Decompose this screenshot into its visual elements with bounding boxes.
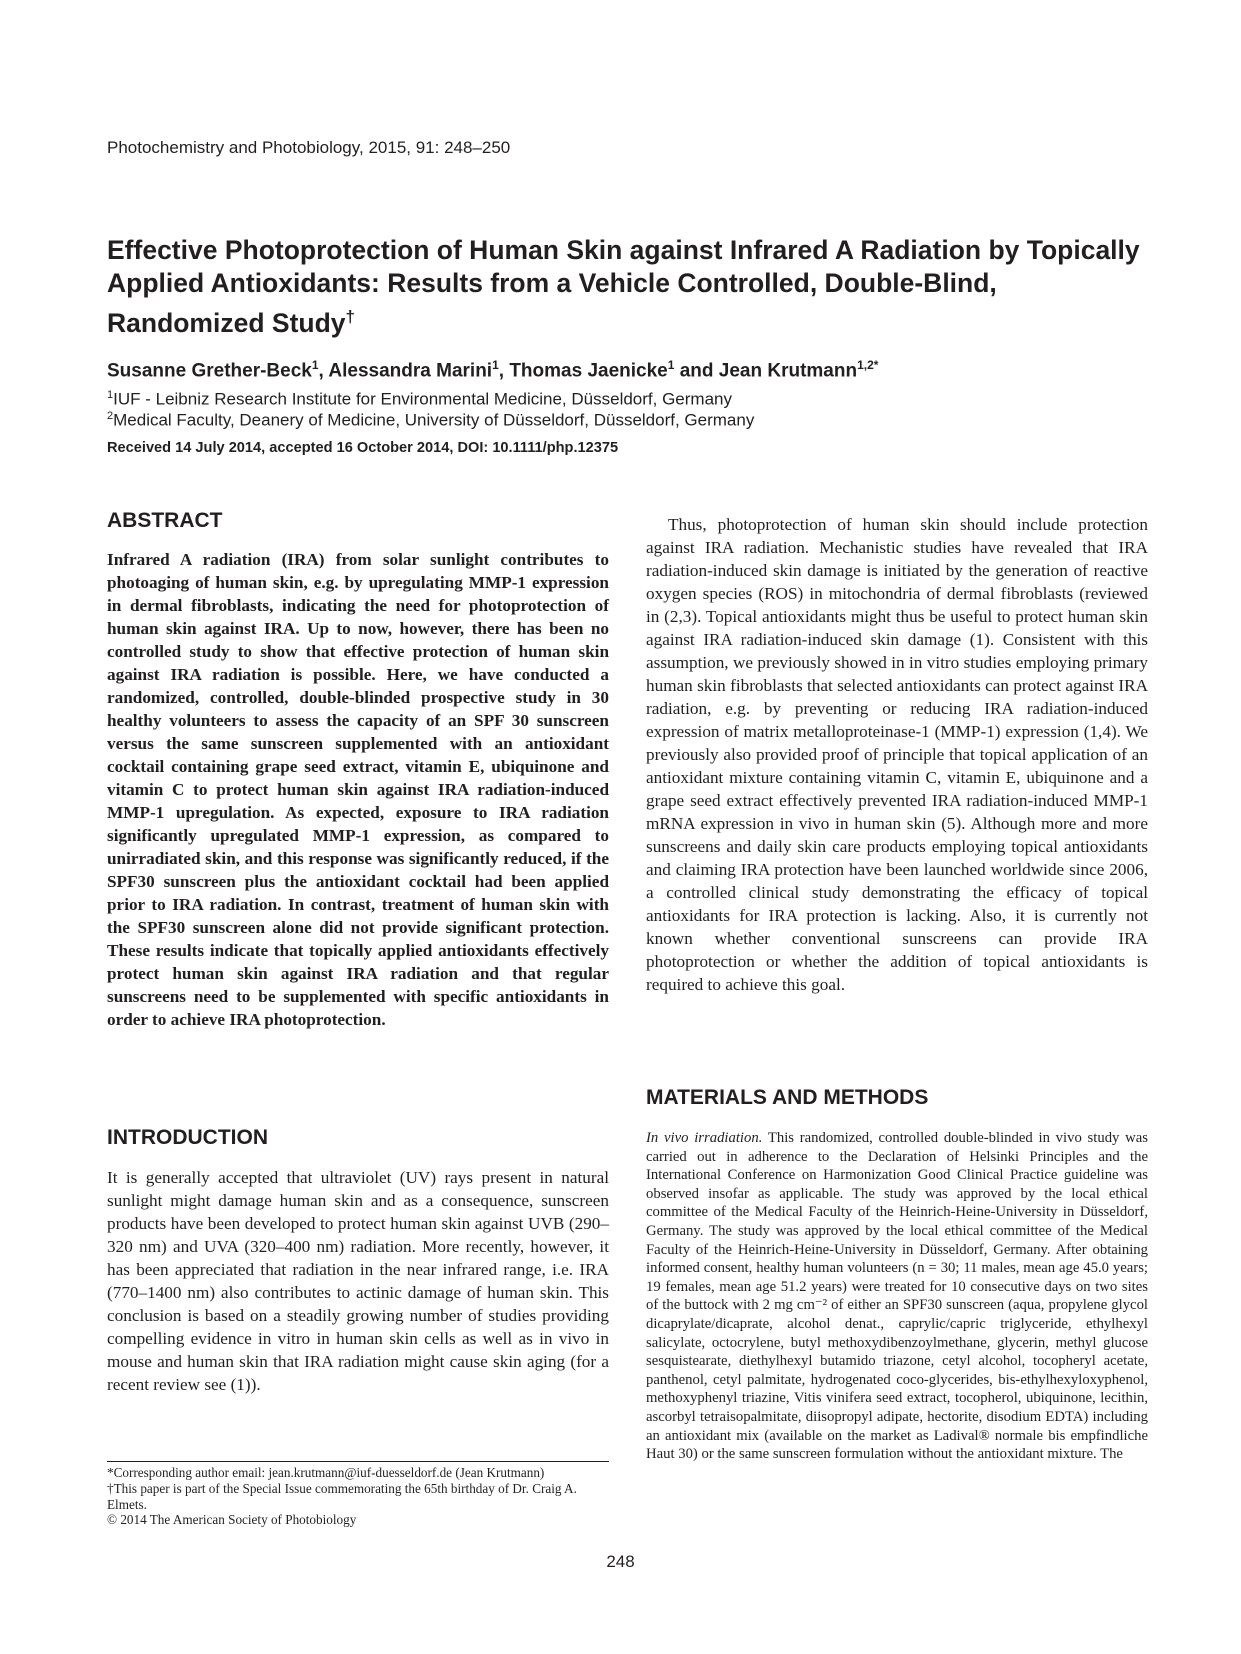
corresponding-author-footnote: *Corresponding author email: jean.krutmann@iuf-duesseldorf.de (Jean Krutmann)	[107, 1465, 545, 1480]
introduction-body: It is generally accepted that ultraviolet (UV) rays present in natural sunlight might damage human skin and as a consequence, sunscreen products have been developed to protect human skin against UVB (290–320 nm) and UVA (320–400 nm) radiation. More recently, however, it has been appreciated that radiation in the near infrared range, i.e. IRA (770–1400 nm) also contributes to actinic damage of human skin. This conclusion is based on a steadily growing number of studies providing compelling evidence in vitro in human skin cells as well as in vivo in mouse and human skin that IRA radiation might cause skin aging (for a recent review see (1)).	[107, 1168, 609, 1394]
received-doi-line: Received 14 July 2014, accepted 16 October 2014, DOI: 10.1111/php.12375	[107, 440, 619, 456]
footnotes	[107, 1465, 609, 1528]
author-affiliation-mark: 1	[492, 358, 499, 372]
abstract-heading: ABSTRACT	[107, 509, 223, 532]
author-name: Thomas Jaenicke	[509, 360, 668, 382]
materials-methods-body	[646, 1129, 1148, 1464]
abstract-body: Infrared A radiation (IRA) from solar sunlight contributes to photoaging of human skin, e.g. by upregulating MMP-1 expression in dermal fibroblasts, indicating the need for photoprotection of human skin against IRA. Up to now, however, there has been no controlled study to show that effective protection of human skin against IRA radiation is possible. Here, we have conducted a randomized, controlled, double-blinded prospective study in 30 healthy volunteers to assess the capacity of an SPF 30 sunscreen versus the same sunscreen supplemented with an antioxidant cocktail containing grape seed extract, vitamin E, ubiquinone and vitamin C to protect human skin against IRA radiation-induced MMP-1 upregulation. As expected, exposure to IRA radiation significantly upregulated MMP-1 expression, as compared to unirradiated skin, and this response was significantly reduced, if the SPF30 sunscreen plus the antioxidant cocktail had been applied prior to IRA radiation. In contrast, treatment of human skin with the SPF30 sunscreen alone did not provide significant protection. These results indicate that topically applied antioxidants effectively protect human skin against IRA radiation and that regular sunscreens need to be supplemented with specific antioxidants in order to achieve IRA photoprotection.	[107, 550, 609, 1029]
affiliation-text: Medical Faculty, Deanery of Medicine, University of Düsseldorf, Düsseldorf, Germany	[113, 410, 755, 430]
author-list	[107, 358, 878, 382]
journal-citation: Photochemistry and Photobiology, 2015, 91: 248–250	[107, 138, 511, 157]
author-affiliation-mark: 1	[667, 358, 675, 372]
introduction-heading: INTRODUCTION	[107, 1126, 268, 1149]
affiliation	[107, 389, 732, 410]
page-number: 248	[606, 1552, 635, 1571]
title-footnote-mark: †	[345, 307, 355, 326]
affiliation-number: 2	[107, 410, 114, 422]
author-separator: ,	[318, 360, 329, 382]
run-in-heading: In vivo irradiation.	[646, 1130, 763, 1146]
affiliation-number: 1	[107, 389, 114, 401]
author-affiliation-mark: 1	[311, 358, 319, 372]
affiliation	[107, 410, 754, 431]
author-name: Susanne Grether-Beck	[107, 360, 312, 382]
copyright-line: © 2014 The American Society of Photobiology	[107, 1512, 357, 1528]
affiliation-text: IUF - Leibniz Research Institute for Environmental Medicine, Düsseldorf, Germany	[113, 389, 732, 409]
author-separator: ,	[498, 360, 510, 382]
special-issue-footnote: †This paper is part of the Special Issue commemorating the 65th birthday of Dr. Craig A. Elmets.	[107, 1480, 577, 1512]
author-name: Alessandra Marini	[328, 360, 493, 382]
methods-text: This randomized, controlled double-blinded in vivo study was carried out in adherence to the Declaration of Helsinki Principles and the International Conference on Harmonization Good Clinical Practice guideline was observed insofar as applicable. The study was approved by the local ethical committee of the Medical Faculty of the Heinrich-Heine-University in Düsseldorf, Germany. The study was approved by the local ethical committee of the Medical Faculty of the Heinrich-Heine-University in Düsseldorf, Germany. After obtaining informed consent, healthy human volunteers (n = 30; 11 males, mean age 45.0 years; 19 females, mean age 51.2 years) were treated for 10 consecutive days on two sites of the buttock with 2 mg cm⁻² of either an SPF30 sunscreen (aqua, propylene glycol dicaprylate/dicaprate, alcohol denat., caprylic/capric triglyceride, ethylhexyl salicylate, octocrylene, butyl methoxydibenzoylmethane, glycerin, methyl glucose sesquistearate, diethylhexyl butamido triazone, cetyl alcohol, tocopheryl acetate, panthenol, cetyl palmitate, hydrogenated coco-glycerides, bis-ethylhexyloxyphenol, methoxyphenyl triazine, Vitis vinifera seed extract, tocopherol, ubiquinone, lecithin, ascorbyl tetraisopalmitate, diisopropyl adipate, hectorite, disodium EDTA) including an antioxidant mix (available on the market as Ladival® normale bis empfindliche Haut 30) or the same sunscreen formulation without the antioxidant mixture. The	[646, 1130, 1148, 1463]
footnote-divider	[107, 1461, 609, 1462]
author-affiliation-mark: 1,2*	[857, 358, 879, 372]
article-title	[107, 234, 1147, 340]
author-separator: and	[674, 360, 719, 382]
introduction-continuation: Thus, photoprotection of human skin should include protection against IRA radiation. Mechanistic studies have revealed that IRA radiation-induced skin damage is initiated by the generation of reactive oxygen species (ROS) in mitochondria of dermal fibroblasts (reviewed in (2,3). Topical antioxidants might thus be useful to protect human skin against IRA radiation-induced skin damage (1). Consistent with this assumption, we previously showed in in vitro studies employing primary human skin fibroblasts that selected antioxidants can protect against IRA radiation, e.g. by preventing or reducing IRA radiation-induced expression of matrix metalloproteinase-1 (MMP-1) expression (1,4). We previously also provided proof of principle that topical application of an antioxidant mixture containing vitamin C, vitamin E, ubiquinone and a grape seed extract effectively prevented IRA radiation-induced MMP-1 mRNA expression in vivo in human skin (5). Although more and more sunscreens and daily skin care products employing topical antioxidants and claiming IRA protection have been launched worldwide since 2006, a controlled clinical study demonstrating the efficacy of topical antioxidants for IRA protection is lacking. Also, it is currently not known whether conventional sunscreens can provide IRA photoprotection or whether the addition of topical antioxidants is required to achieve this goal.	[646, 515, 1148, 994]
title-text: Effective Photoprotection of Human Skin against Infrared A Radiation by Topically Applied Antioxidants: Results from a Vehicle Controlled, Double-Blind, Randomized Study	[107, 235, 1140, 338]
author-name: Jean Krutmann	[718, 360, 858, 382]
materials-methods-heading: MATERIALS AND METHODS	[646, 1086, 929, 1109]
corresponding-author-mark: *	[873, 358, 879, 372]
